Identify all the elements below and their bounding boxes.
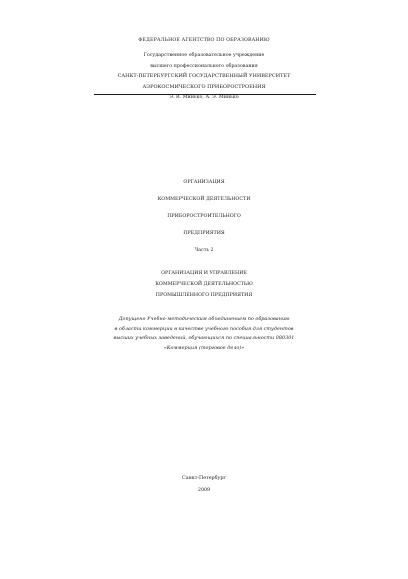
university-line-2: АЭРОКОСМИЧЕСКОГО ПРИБОРОСТРОЕНИЯ — [142, 84, 266, 90]
admission-line-1: Допущено Учебно-методическим объединением по образованию — [118, 316, 290, 322]
university-line-1: САНКТ-ПЕТЕРБУРГСКИЙ ГОСУДАРСТВЕННЫЙ УНИВЕРСИТЕТ — [117, 73, 291, 79]
title-line-4: ПРЕДПРИЯТИЯ — [183, 231, 225, 236]
agency-name: ФЕДЕРАЛЬНОЕ АГЕНТСТВО ПО ОБРАЗОВАНИЮ — [138, 38, 270, 43]
publication-year: 2009 — [197, 488, 211, 493]
institution-line-2: высшего профессионального образования — [150, 64, 258, 69]
authors: Э. В. Минько, А. Э. Минько — [169, 95, 239, 100]
part-number: Часть 2 — [194, 248, 214, 253]
publication-city: Санкт-Петербург — [182, 476, 226, 481]
subtitle-line-1: ОРГАНИЗАЦИЯ И УПРАВЛЕНИЕ — [161, 271, 247, 276]
subtitle-line-3: ПРОМЫШЛЕННОГО ПРЕДПРИЯТИЯ — [155, 293, 253, 298]
institution-line-1: Государственное образовательное учреждение — [143, 53, 265, 58]
admission-line-4: «Коммерция (торговое дело)» — [163, 345, 245, 351]
title-line-2: КОММЕРЧЕСКОЙ ДЕЯТЕЛЬНОСТИ — [157, 197, 251, 202]
admission-line-3: высших учебных заведений, обучающихся по специальности 080301 — [113, 335, 295, 341]
subtitle-line-2: КОММЕРЧЕСКОЙ ДЕЯТЕЛЬНОСТЬЮ — [155, 282, 253, 287]
title-line-1: ОРГАНИЗАЦИЯ — [183, 180, 225, 185]
title-line-3: ПРИБОРОСТРОИТЕЛЬНОГО — [167, 214, 241, 219]
admission-line-2: в области коммерции в качестве учебного пособия для студентов — [114, 326, 294, 332]
